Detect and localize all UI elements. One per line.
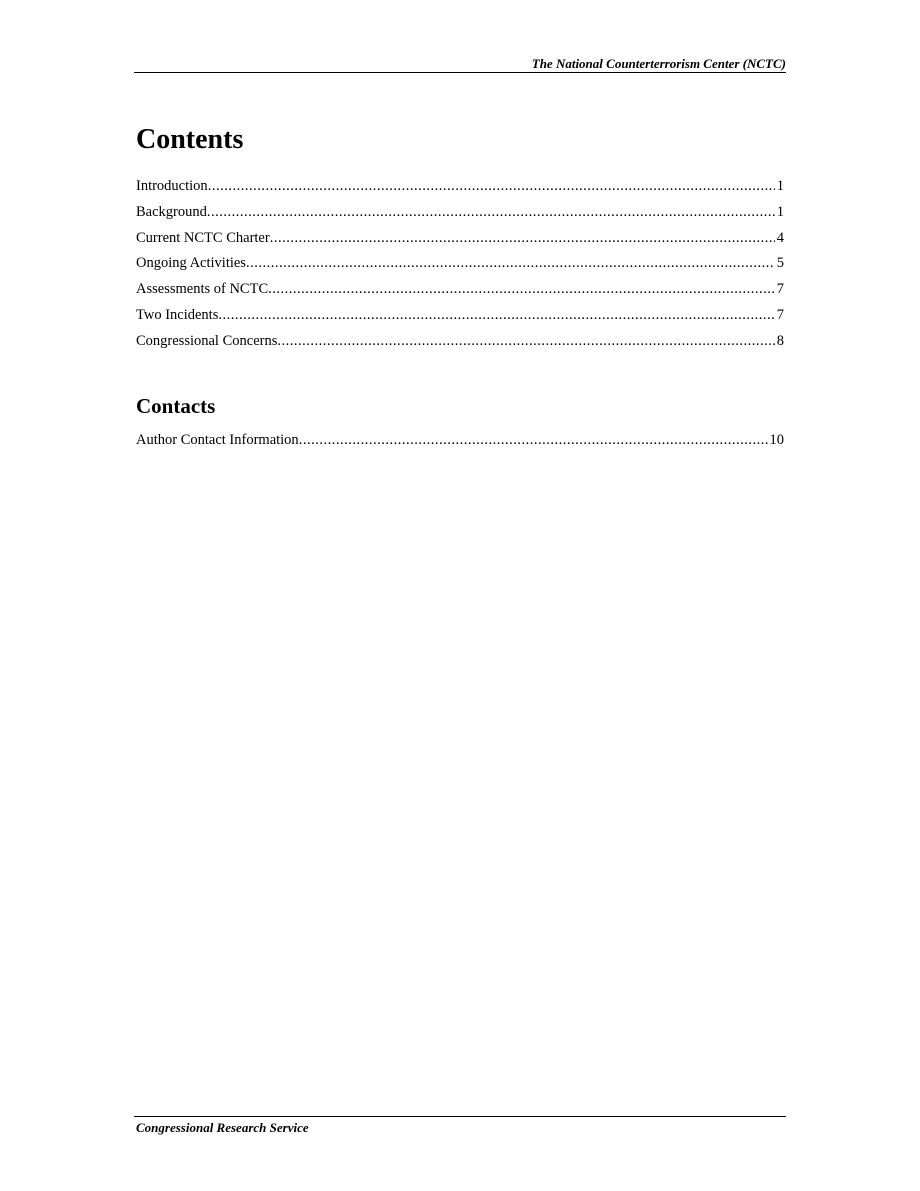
contents-list [136,177,784,358]
toc-entry-title[interactable]: Introduction [136,178,208,194]
toc-dot-leader [218,306,774,324]
toc-dot-leader [268,280,775,298]
toc-entry-page[interactable]: 1 [776,178,784,194]
toc-dot-leader [270,229,775,247]
running-header: The National Counterterrorism Center (NCTC) [531,56,786,71]
toc-entry[interactable] [136,306,784,332]
toc-dot-leader [277,332,774,350]
toc-entry-page[interactable]: 5 [776,255,784,272]
toc-entry-title[interactable]: Assessments of NCTC [136,281,269,298]
toc-entry-page[interactable]: 1 [776,203,784,220]
running-footer: Congressional Research Service [136,1120,309,1135]
toc-entry[interactable] [136,177,784,203]
toc-dot-leader [299,431,768,449]
toc-entry[interactable] [136,332,784,358]
toc-entry-page[interactable]: 10 [769,432,784,448]
toc-dot-leader [208,177,775,195]
toc-entry[interactable] [136,431,784,457]
header-rule [134,72,786,73]
toc-entry-page[interactable]: 7 [776,306,784,323]
toc-entry-title[interactable]: Ongoing Activities [136,255,246,272]
toc-entry-title[interactable]: Background [136,203,207,220]
toc-entry-page[interactable]: 8 [776,332,784,349]
contents-heading: Contents [136,124,244,155]
footer-rule [134,1116,786,1117]
toc-dot-leader [246,254,775,272]
toc-entry-title[interactable]: Author Contact Information [136,432,299,448]
toc-entry-page[interactable]: 4 [776,229,784,246]
toc-entry[interactable] [136,280,784,306]
toc-entry-title[interactable]: Current NCTC Charter [136,229,270,246]
toc-entry[interactable] [136,229,784,255]
toc-entry-title[interactable]: Two Incidents [136,306,219,323]
toc-entry-page[interactable]: 7 [776,281,784,298]
toc-entry-title[interactable]: Congressional Concerns [136,332,278,349]
contacts-heading: Contacts [136,394,216,418]
toc-entry[interactable] [136,203,784,229]
toc-entry[interactable] [136,254,784,280]
toc-dot-leader [207,203,775,221]
contacts-list [136,431,784,457]
